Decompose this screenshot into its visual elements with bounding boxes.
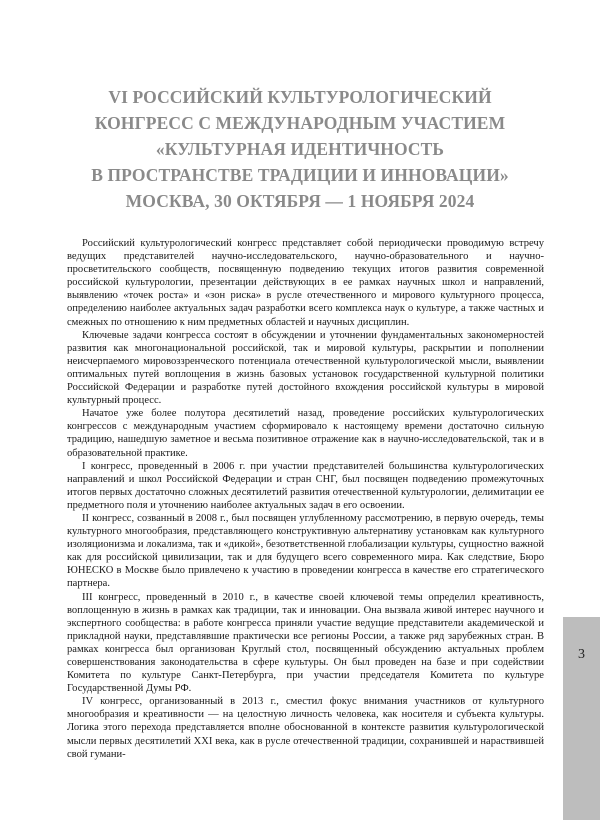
page-number-tab xyxy=(563,617,600,820)
title-line: МОСКВА, 30 ОКТЯБРЯ — 1 НОЯБРЯ 2024 xyxy=(125,191,475,211)
paragraph: Ключевые задачи конгресса состоят в обсуждении и уточнении фундаментальных закономерностей развития как многонациональной российской, так и мировой культуры, раскрытии и пополнении неисчерпаемого мировоззренческого потенциала отечественной культурологической мысли, выявлении оптимальных путей воплощения в жизнь базовых установок государственной культурной политики Российской Федерации и разработке путей достойного вхождения российской культуры в мировой культурный процесс. xyxy=(67,329,544,407)
paragraph: III конгресс, проведенный в 2010 г., в качестве своей ключевой темы определил креативность, воплощенную в жизнь в рамках как традиции, так и инновации. Она вызвала живой интерес научного и экспертного сообщества: в работе конгресса приняли участие ведущие представители академической и прикладной науки, представлявшие практически все регионы России, а также ряд зарубежных стран. В рамках конгресса был организован Круглый стол, посвященный обсуждению актуальных проблем совершенствования законодательства в сфере культуры. Он был проведен на базе и при содействии Комитета по культуре Санкт-Петербурга, при участии председателя Комитета по культуре Государственной Думы РФ. xyxy=(67,591,544,695)
congress-title xyxy=(60,84,540,214)
page-number: 3 xyxy=(578,647,585,662)
paragraph: Начатое уже более полутора десятилетий назад, проведение российских культурологических конгрессов с международным участием сформировало к настоящему времени достаточно сильную традицию, нашедшую заметное и весьма позитивное отражение как в научно-исследовательской, так и в образовательной практике. xyxy=(67,408,544,459)
paragraph: Российский культурологический конгресс представляет собой периодически проводимую встречу ведущих представителей научно-исследовательского, научно-образовательного и научно-просветительского сообществ, посвященную подведению текущих итогов развития современной российской культурологии, презентации действующих в ее рамках научных школ и направлений, выявлению «точек роста» и «зон риска» в русле отечественного и мирового культурного процесса, определению наиболее актуальных задач разработки всего комплекса наук о культуре, а также частных и смежных по отношению к ним предметных областей и научных дисциплин. xyxy=(67,238,544,328)
title-line: «КУЛЬТУРНАЯ ИДЕНТИЧНОСТЬ xyxy=(155,139,445,159)
title-line: КОНГРЕСС С МЕЖДУНАРОДНЫМ УЧАСТИЕМ xyxy=(94,113,506,133)
title-line: В ПРОСТРАНСТВЕ ТРАДИЦИИ И ИННОВАЦИИ» xyxy=(91,165,509,185)
paragraph: II конгресс, созванный в 2008 г., был посвящен углубленному рассмотрению, в первую очередь, темы культурного многообразия, представляющего конструктивную альтернативу установкам как культурного изоляционизма и локализма, так и «дикой», безответственной глобализации культуры, сущностно важной как для российской цивилизации, так и для будущего всего современного мира. Как следствие, Бюро ЮНЕСКО в Москве было привлечено к участию в проведении конгресса в качестве его стратегического партнера. xyxy=(67,512,544,590)
paragraph: I конгресс, проведенный в 2006 г. при участии представителей большинства культурологических направлений и школ Российской Федерации и стран СНГ, был посвящен подведению промежуточных итогов первых достаточно сложных десятилетий развития отечественной культурологии, делимитации ее предметного поля и уточнению наиболее актуальных задач в его освоении. xyxy=(67,460,544,511)
paragraph: IV конгресс, организованный в 2013 г., сместил фокус внимания участников от культурного многообразия и креативности — на целостную личность человека, как носителя и субъекта культуры. Логика этого перехода представляется вполне обоснованной в контексте развития культурологической мысли первых десятилетий XXI века, как в русле отечественной традиции, сохранившей и нараствившей свой гумани- xyxy=(67,696,544,760)
body-text xyxy=(67,237,544,761)
title-line: VI РОССИЙСКИЙ КУЛЬТУРОЛОГИЧЕСКИЙ xyxy=(108,87,492,107)
